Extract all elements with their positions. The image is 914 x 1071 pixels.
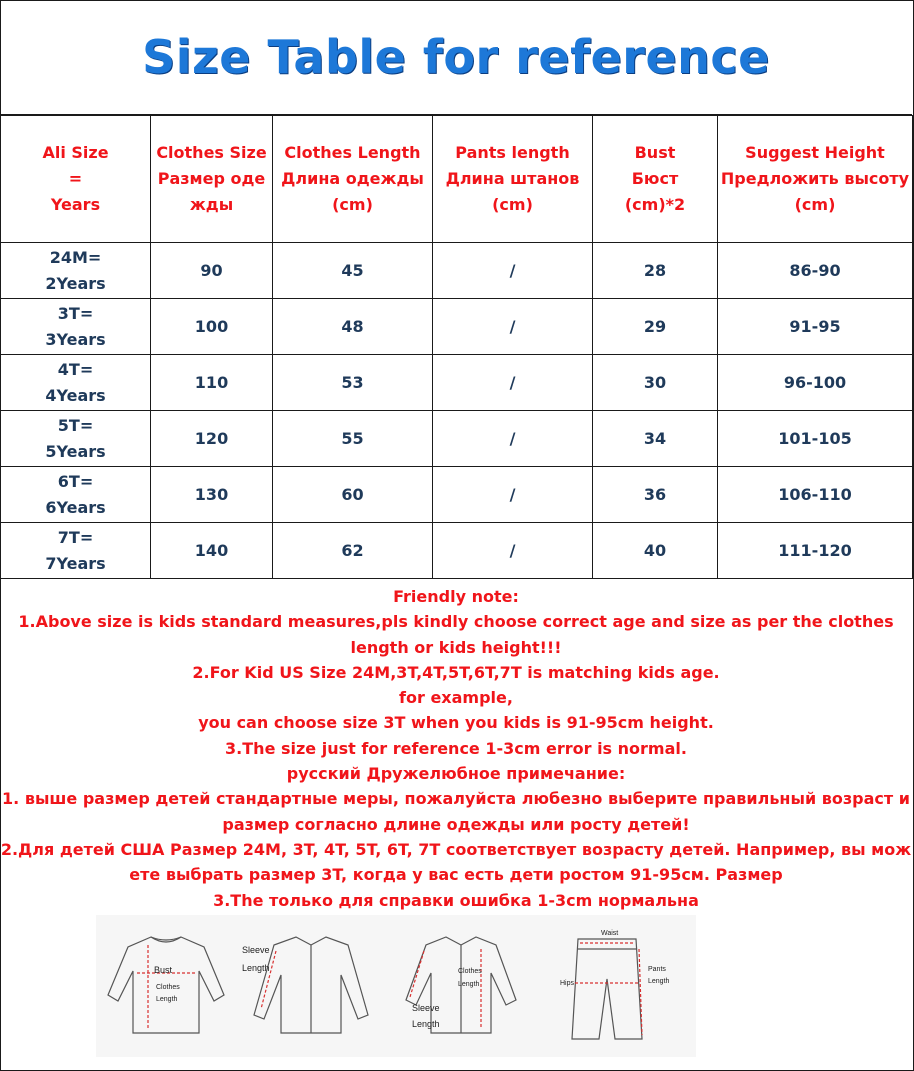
cell-pants-length: /	[433, 243, 593, 299]
cell-suggest-height: 106-110	[718, 467, 913, 523]
cell-bust: 30	[593, 355, 718, 411]
cell-bust: 28	[593, 243, 718, 299]
title-banner	[0, 0, 912, 115]
cell-clothes-size: 120	[151, 411, 273, 467]
table-row	[1, 523, 913, 579]
header-clothes-length: Clothes Length Длина одежды (cm)	[273, 116, 433, 243]
note-line: ете выбрать размер 3T, когда у вас есть дети ростом 91-95см. Размер	[129, 865, 783, 885]
cell-ali-size: 5T= 5Years	[1, 411, 151, 467]
cell-bust: 36	[593, 467, 718, 523]
header-pants-length: Pants length Длина штанов (cm)	[433, 116, 593, 243]
cell-clothes-size: 130	[151, 467, 273, 523]
header-clothes-size: Clothes Size Размер оде жды	[151, 116, 273, 243]
size-table	[0, 115, 913, 579]
table-row	[1, 299, 913, 355]
cell-pants-length: /	[433, 467, 593, 523]
jacket-sleeve-label: Sleeve	[412, 1003, 440, 1013]
cell-ali-size: 24M= 2Years	[1, 243, 151, 299]
cell-suggest-height: 91-95	[718, 299, 913, 355]
cell-clothes-length: 53	[273, 355, 433, 411]
hips-label: Hips	[560, 980, 575, 987]
cell-suggest-height: 96-100	[718, 355, 913, 411]
cell-clothes-length: 62	[273, 523, 433, 579]
pants-length-label: Length	[648, 978, 670, 985]
table-row	[1, 243, 913, 299]
length-label: Length	[156, 996, 178, 1003]
bust-label: Bust	[154, 965, 173, 975]
note-line: 1. выше размер детей стандартные меры, пожалуйста любезно выберите правильный возраст и	[2, 789, 910, 809]
measurement-diagrams-svg	[96, 915, 696, 1057]
cell-ali-size: 7T= 7Years	[1, 523, 151, 579]
cell-clothes-length: 48	[273, 299, 433, 355]
note-line: 3.The size just for reference 1-3cm error is normal.	[225, 738, 687, 758]
cell-ali-size: 6T= 6Years	[1, 467, 151, 523]
header-suggest-height: Suggest Height Предложить высоту (cm)	[718, 116, 913, 243]
header-bust: Bust Бюст (cm)*2	[593, 116, 718, 243]
cell-pants-length: /	[433, 355, 593, 411]
cell-clothes-size: 100	[151, 299, 273, 355]
cell-clothes-length: 55	[273, 411, 433, 467]
cell-clothes-size: 90	[151, 243, 273, 299]
note-line: 2.Для детей США Размер 24M, 3T, 4T, 5T, 6T, 7T соответствует возрасту детей. Например, вы мож	[0, 839, 912, 859]
note-line: for example,	[399, 688, 513, 708]
cell-clothes-size: 140	[151, 523, 273, 579]
table-row	[1, 411, 913, 467]
jacket-sleeve-length-label: Length	[412, 1019, 440, 1029]
note-line: размер согласно длине одежды или росту детей!	[222, 814, 690, 834]
note-heading-ru: русский Дружелюбное примечание:	[286, 764, 626, 784]
note-line: 1.Above size is kids standard measures,pls kindly choose correct age and size as per the clothes	[18, 612, 894, 632]
cell-suggest-height: 111-120	[718, 523, 913, 579]
note-line: 3.The только для справки ошибка 1-3cm нормальна	[213, 890, 699, 910]
note-line: length or kids height!!!	[350, 637, 562, 657]
friendly-notes	[0, 584, 912, 913]
cell-pants-length: /	[433, 411, 593, 467]
cell-suggest-height: 86-90	[718, 243, 913, 299]
page-title: Size Table for reference	[142, 30, 770, 84]
waist-label: Waist	[601, 930, 619, 937]
cell-pants-length: /	[433, 523, 593, 579]
note-heading: Friendly note:	[393, 587, 519, 606]
header-row	[1, 116, 913, 243]
cell-suggest-height: 101-105	[718, 411, 913, 467]
sleeve-length-label: Length	[242, 963, 270, 973]
cell-bust: 40	[593, 523, 718, 579]
note-line: you can choose size 3T when you kids is 91-95cm height.	[198, 713, 714, 733]
pants-label: Pants	[648, 966, 666, 973]
jacket-diagram	[406, 937, 516, 1033]
measurement-diagrams	[96, 915, 696, 1057]
cell-clothes-length: 60	[273, 467, 433, 523]
table-row	[1, 467, 913, 523]
cell-pants-length: /	[433, 299, 593, 355]
cell-bust: 34	[593, 411, 718, 467]
table-row	[1, 355, 913, 411]
sleeve-label: Sleeve	[242, 945, 270, 955]
cell-clothes-size: 110	[151, 355, 273, 411]
jacket-clothes-label: Clothes	[458, 968, 482, 975]
note-line: 2.For Kid US Size 24M,3T,4T,5T,6T,7T is matching kids age.	[192, 662, 720, 682]
jacket-length-label: Length	[458, 981, 480, 988]
sweater-diagram	[108, 937, 224, 1033]
cell-ali-size: 4T= 4Years	[1, 355, 151, 411]
cell-bust: 29	[593, 299, 718, 355]
shirt-diagram	[242, 937, 368, 1033]
cell-ali-size: 3T= 3Years	[1, 299, 151, 355]
pants-diagram	[560, 930, 670, 1039]
cell-clothes-length: 45	[273, 243, 433, 299]
clothes-label: Clothes	[156, 984, 180, 991]
header-ali-size: Ali Size = Years	[1, 116, 151, 243]
